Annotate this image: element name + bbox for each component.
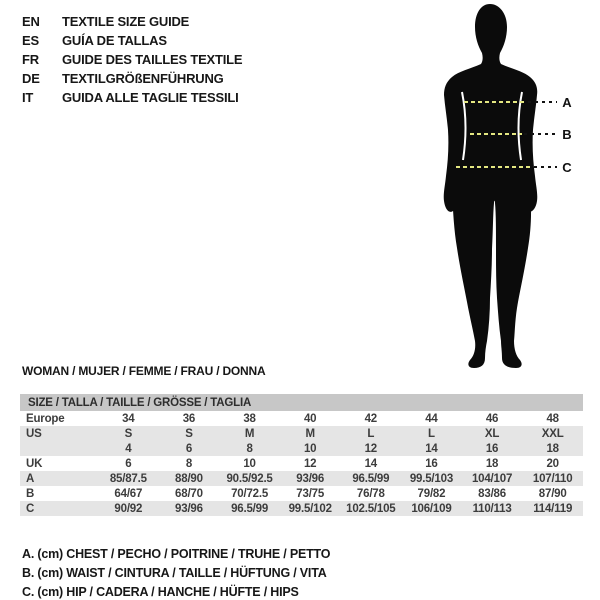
size-cell: 4 [125, 442, 132, 455]
size-cell: 34 [122, 412, 135, 425]
size-cell: 87/90 [538, 487, 567, 500]
table-row [20, 471, 583, 486]
size-cell: L [367, 427, 375, 440]
table-row [20, 411, 583, 426]
measure-label-c: C [562, 160, 572, 175]
size-cell: 8 [246, 442, 253, 455]
language-code: ES [22, 33, 39, 48]
size-cell: 40 [303, 412, 317, 425]
size-cell: 46 [485, 412, 499, 425]
table-row [20, 501, 583, 516]
language-label: GUIDE DES TAILLES TEXTILE [62, 52, 243, 67]
measure-label-b: B [562, 127, 572, 142]
size-cell: M [244, 427, 255, 440]
language-list [22, 12, 242, 107]
size-cell: 14 [364, 457, 378, 470]
language-label: TEXTILGRÖßENFÜHRUNG [62, 71, 224, 86]
language-row-es [22, 31, 242, 50]
size-cell: 90/92 [114, 502, 143, 515]
table-row [20, 426, 583, 441]
size-cell: 38 [243, 412, 256, 425]
language-code: IT [22, 90, 34, 105]
size-table-header: SIZE / TALLA / TAILLE / GRÖSSE / TAGLIA [20, 394, 583, 411]
size-cell: 73/75 [296, 487, 325, 500]
size-table-header-row [20, 394, 583, 411]
row-label: B [26, 487, 35, 500]
language-row-en [22, 12, 242, 31]
size-cell: 8 [185, 457, 193, 470]
size-cell: 104/107 [471, 472, 513, 485]
language-row-fr [22, 50, 242, 69]
language-code: FR [22, 52, 39, 67]
row-label: C [26, 502, 35, 515]
size-cell: S [124, 427, 133, 440]
size-cell: 99.5/102 [288, 502, 332, 515]
size-cell: 10 [303, 442, 317, 455]
size-cell: 18 [485, 457, 499, 470]
size-cell: 16 [425, 457, 438, 470]
language-label: GUIDA ALLE TAGLIE TESSILI [62, 90, 239, 105]
size-cell: 10 [243, 457, 256, 470]
language-code: DE [22, 71, 40, 86]
size-table-body [20, 411, 583, 516]
size-cell: M [305, 427, 315, 440]
size-cell: 36 [182, 412, 196, 425]
size-cell: 48 [546, 412, 559, 425]
table-row [20, 456, 583, 471]
size-cell: XL [484, 427, 500, 440]
size-cell: 88/90 [175, 472, 203, 485]
size-cell: 14 [425, 442, 438, 455]
row-label: UK [26, 457, 43, 470]
size-cell: 44 [425, 412, 438, 425]
size-cell: 20 [546, 457, 559, 470]
legend-waist: B. (cm) WAIST / CINTURA / TAILLE / HÜFTUNG / VITA [22, 566, 327, 580]
size-cell: 96.5/99 [231, 502, 269, 515]
size-cell: 12 [364, 442, 378, 455]
language-row-it [22, 88, 242, 107]
size-cell: 85/87.5 [109, 472, 147, 485]
size-cell: 70/72.5 [231, 487, 269, 500]
row-label: Europe [26, 412, 65, 425]
row-label: A [26, 472, 35, 485]
size-cell: 68/70 [175, 487, 203, 500]
language-label: GUÍA DE TALLAS [62, 33, 167, 48]
legend-chest: A. (cm) CHEST / PECHO / POITRINE / TRUHE / PETTO [22, 547, 331, 561]
size-cell: 90.5/92.5 [226, 472, 273, 485]
measurement-legend [22, 545, 330, 600]
size-cell: 99.5/103 [409, 472, 454, 485]
woman-silhouette-figure [420, 0, 580, 375]
language-row-de [22, 69, 242, 88]
legend-hip: C. (cm) HIP / CADERA / HANCHE / HÜFTE / HIPS [22, 585, 299, 599]
size-cell: L [428, 427, 435, 440]
size-cell: 12 [303, 457, 317, 470]
table-row [20, 441, 583, 456]
size-cell: 42 [364, 412, 378, 425]
size-cell: 79/82 [417, 487, 446, 500]
row-label: US [26, 427, 42, 440]
size-table [20, 394, 583, 516]
size-cell: 6 [125, 457, 132, 470]
section-title: WOMAN / MUJER / FEMME / FRAU / DONNA [22, 364, 266, 378]
woman-silhouette-icon [420, 0, 580, 375]
size-cell: 114/119 [533, 502, 573, 515]
table-row [20, 486, 583, 501]
size-cell: 93/96 [175, 502, 203, 515]
size-cell: 18 [546, 442, 559, 455]
language-code: EN [22, 14, 40, 29]
size-cell: 64/67 [114, 487, 143, 500]
size-cell: XXL [541, 427, 564, 440]
measure-label-a: A [562, 95, 572, 110]
size-cell: 16 [485, 442, 499, 455]
size-cell: 106/109 [411, 502, 452, 515]
size-cell: 93/96 [296, 472, 325, 485]
size-cell: 6 [185, 442, 193, 455]
size-cell: 96.5/99 [352, 472, 390, 485]
size-cell: 76/78 [356, 487, 385, 500]
language-label: TEXTILE SIZE GUIDE [62, 14, 190, 29]
row-label [20, 441, 98, 456]
size-cell: 107/110 [532, 472, 573, 485]
size-cell: 110/113 [472, 502, 512, 515]
size-cell: 83/86 [478, 487, 506, 500]
size-cell: 102.5/105 [346, 502, 396, 515]
size-cell: S [185, 427, 193, 440]
